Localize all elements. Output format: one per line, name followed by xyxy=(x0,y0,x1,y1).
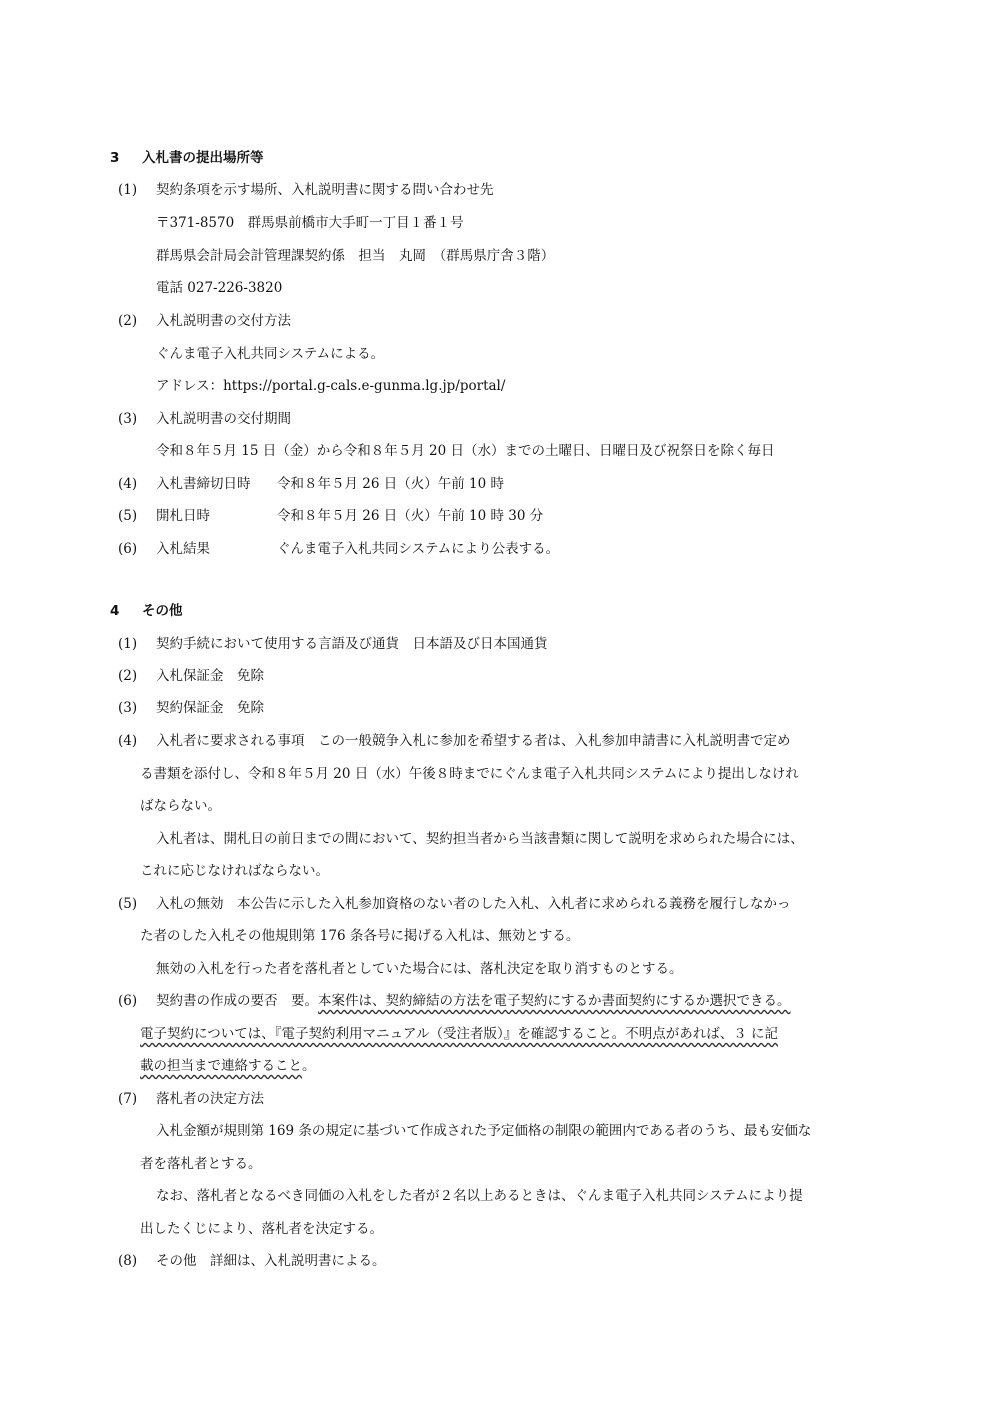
item-3-4-number: (4) xyxy=(118,476,138,492)
section-3-title: 入札書の提出場所等 xyxy=(142,150,264,166)
item-4-5-line-2: た者のした入札その他規則第 176 条各号に掲げる入札は、無効とする。 xyxy=(140,928,580,944)
item-4-4-line-4: 入札者は、開札日の前日までの間において、契約担当者から当該書類に関して説明を求められた場合には、 xyxy=(156,831,804,847)
item-4-5-line-3: 無効の入札を行った者を落札者としていた場合には、落札決定を取り消すものとする。 xyxy=(156,961,683,977)
item-4-5-number: (5) xyxy=(118,896,138,912)
item-3-2-line-1: ぐんま電子入札共同システムによる。 xyxy=(156,346,385,362)
item-3-6-label: 入札結果 xyxy=(156,541,210,557)
section-3-number: 3 xyxy=(110,150,120,166)
item-3-2-text: 入札説明書の交付方法 xyxy=(156,313,291,329)
item-4-3-number: (3) xyxy=(118,700,138,716)
item-4-7-line-2: 者を落札者とする。 xyxy=(140,1156,262,1172)
item-4-6-line-3 xyxy=(140,1056,316,1076)
item-4-7-line-3: なお、落札者となるべき同価の入札をした者が２名以上あるときは、ぐんま電子入札共同システムにより提 xyxy=(156,1188,803,1204)
item-4-6-line-2: 電子契約については、『電子契約利用マニュアル（受注者版）』を確認すること。不明点があれば、３ に記 xyxy=(140,1026,778,1042)
item-4-7-line-4: 出したくじにより、落札者を決定する。 xyxy=(140,1221,383,1237)
item-4-6-line-3-underlined: 載の担当まで連絡すること xyxy=(140,1058,302,1074)
item-4-2-text: 入札保証金 免除 xyxy=(156,668,264,684)
item-4-1-number: (1) xyxy=(118,636,138,652)
item-4-5-line-1: 入札の無効 本公告に示した入札参加資格のない者のした入札、入札者に求められる義務を履行しなかっ xyxy=(156,896,791,912)
contact-address: 〒371-8570 群馬県前橋市大手町一丁目１番１号 xyxy=(156,215,464,231)
item-4-4-number: (4) xyxy=(118,733,138,749)
contract-document-requirement: 契約書の作成の要否 要。 xyxy=(156,993,318,1009)
item-3-3-number: (3) xyxy=(118,411,138,427)
section-4-title: その他 xyxy=(142,603,183,619)
item-3-1-text: 契約条項を示す場所、入札説明書に関する問い合わせ先 xyxy=(156,182,494,198)
item-3-3-text: 入札説明書の交付期間 xyxy=(156,411,291,427)
distribution-period: 令和８年５月 15 日（金）から令和８年５月 20 日（水）までの土曜日、日曜日及び祝祭日を除く毎日 xyxy=(156,443,775,459)
item-4-2-number: (2) xyxy=(118,668,138,684)
item-4-7-number: (7) xyxy=(118,1091,138,1107)
contact-phone: 電話 027-226-3820 xyxy=(156,280,283,296)
electronic-contract-note: 本案件は、契約締結の方法を電子契約にするか書面契約にするか選択できる。 xyxy=(318,993,791,1009)
item-4-8-number: (8) xyxy=(118,1253,138,1269)
item-4-4-line-5: これに応じなければならない。 xyxy=(140,863,329,879)
item-3-6-number: (6) xyxy=(118,541,138,557)
portal-address: アドレス：https://portal.g-cals.e-gunma.lg.jp/portal/ xyxy=(156,378,506,394)
item-4-6-line-3-end: 。 xyxy=(302,1058,316,1074)
item-4-6-number: (6) xyxy=(118,993,138,1009)
item-3-6-value: ぐんま電子入札共同システムにより公表する。 xyxy=(277,541,560,557)
item-4-7-line-1: 入札金額が規則第 169 条の規定に基づいて作成された予定価格の制限の範囲内である者のうち、最も安価な xyxy=(156,1123,812,1139)
item-3-4-label: 入札書締切日時 xyxy=(156,476,251,492)
item-4-6-line-1 xyxy=(156,991,791,1011)
item-3-1-number: (1) xyxy=(118,182,138,198)
item-3-4-value: 令和８年５月 26 日（火）午前 10 時 xyxy=(277,476,505,492)
item-3-5-value: 令和８年５月 26 日（火）午前 10 時 30 分 xyxy=(277,508,544,524)
item-4-8-text: その他 詳細は、入札説明書による。 xyxy=(156,1253,386,1269)
section-4-number: 4 xyxy=(110,603,120,619)
item-4-3-text: 契約保証金 免除 xyxy=(156,700,264,716)
item-4-4-line-1: 入札者に要求される事項 この一般競争入札に参加を希望する者は、入札参加申請書に入札説明書で定め xyxy=(156,733,791,749)
item-3-2-number: (2) xyxy=(118,313,138,329)
item-4-1-text: 契約手続において使用する言語及び通貨 日本語及び日本国通貨 xyxy=(156,636,548,652)
item-4-7-text: 落札者の決定方法 xyxy=(156,1091,264,1107)
item-3-5-label: 開札日時 xyxy=(156,508,210,524)
item-3-5-number: (5) xyxy=(118,508,138,524)
item-4-4-line-3: ばならない。 xyxy=(140,798,221,814)
item-4-4-line-2: る書類を添付し、令和８年５月 20 日（水）午後８時までにぐんま電子入札共同システムにより提出しなけれ xyxy=(140,766,799,782)
contact-department: 群馬県会計局会計管理課契約係 担当 丸岡 （群馬県庁舎３階） xyxy=(156,248,555,264)
